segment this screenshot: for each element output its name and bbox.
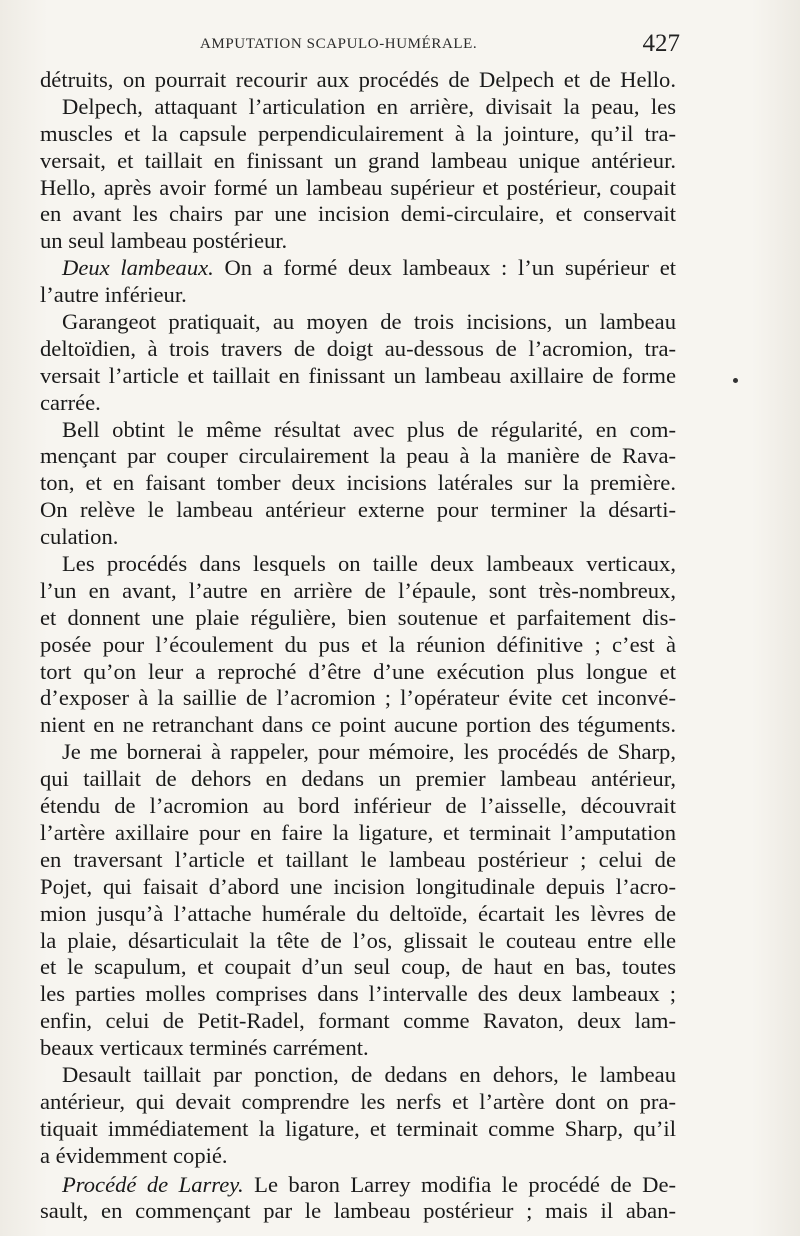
text-line: l’autre inférieur. — [40, 282, 187, 308]
text-line: et donnent une plaie régulière, bien soutenue et parfaitement dis- — [40, 604, 676, 630]
line-text: On a formé deux lambeaux : l’un supérieur et — [213, 255, 676, 281]
text-line: Delpech, attaquant l’articulation en arrière, divisait la peau, les — [62, 93, 676, 119]
text-line: d’exposer à la saillie de l’acromion ; l’opérateur évite cet inconvé- — [40, 685, 676, 711]
text-line: Les procédés dans lesquels on taille deux lambeaux verticaux, — [62, 551, 676, 577]
text-line: et le scapulum, et coupait d’un seul coup, de haut en bas, toutes — [40, 954, 676, 980]
text-line — [40, 255, 676, 282]
text-line: nient en ne retranchant dans ce point aucune portion des téguments. — [40, 712, 676, 738]
text-line: mion jusqu’à l’attache humérale du deltoïde, écartait les lèvres de — [40, 900, 676, 926]
text-line: tort qu’on leur a reproché d’être d’une exécution plus longue et — [40, 658, 676, 684]
text-line: versait l’article et taillait en finissant un lambeau axillaire de forme — [40, 362, 676, 388]
text-line: antérieur, qui devait comprendre les nerfs et l’artère dont on pra- — [40, 1088, 676, 1114]
text-line: Pojet, qui faisait d’abord une incision longitudinale depuis l’acro- — [40, 873, 676, 899]
page-number: 427 — [642, 30, 680, 57]
text-line: muscles et la capsule perpendiculairement à la jointure, qu’il tra- — [40, 120, 676, 146]
text-line: les parties molles comprises dans l’intervalle des deux lambeaux ; — [40, 981, 676, 1007]
text-line: culation. — [40, 524, 119, 550]
text-line: Je me bornerai à rappeler, pour mémoire, les procédés de Sharp, — [62, 739, 676, 765]
text-line: sault, en commençant par le lambeau postérieur ; mais il aban- — [40, 1198, 676, 1224]
text-line: Hello, après avoir formé un lambeau supérieur et postérieur, coupait — [40, 174, 676, 200]
line-text: Le baron Larrey modifia le procédé de De- — [243, 1171, 676, 1197]
text-line: tiquait immédiatement la ligature, et terminait comme Sharp, qu’il — [40, 1115, 676, 1141]
italic-lead: Deux lambeaux. — [62, 255, 214, 281]
text-line: qui taillait de dehors en dedans un premier lambeau antérieur, — [40, 766, 676, 792]
text-line: posée pour l’écoulement du pus et la réunion définitive ; c’est à — [40, 631, 676, 657]
text-line: enfin, celui de Petit-Radel, formant comme Ravaton, deux lam- — [40, 1008, 676, 1034]
text-line: détruits, on pourrait recourir aux procédés de Delpech et de Hello. — [40, 67, 676, 92]
text-line — [40, 1172, 676, 1199]
text-line: versait, et taillait en finissant un grand lambeau unique antérieur. — [40, 147, 676, 173]
text-line: étendu de l’acromion au bord inférieur de l’aisselle, découvrait — [40, 793, 676, 819]
text-line: l’artère axillaire pour en faire la ligature, et terminait l’amputation — [40, 819, 676, 845]
text-line: Bell obtint le même résultat avec plus de régularité, en com- — [62, 416, 676, 442]
text-line: l’un en avant, l’autre en arrière de l’épaule, sont très-nombreux, — [40, 577, 676, 603]
text-line: Desault taillait par ponction, de dedans en dehors, le lambeau — [62, 1061, 676, 1087]
text-line: un seul lambeau postérieur. — [40, 228, 288, 254]
text-line: Garangeot pratiquait, au moyen de trois incisions, un lambeau — [62, 309, 676, 335]
text-line: ton, et en faisant tomber deux incisions latérales sur la première. — [40, 470, 676, 496]
text-line: beaux verticaux terminés carrément. — [40, 1035, 369, 1061]
text-line: On relève le lambeau antérieur externe pour terminer la désarti- — [40, 497, 676, 523]
italic-lead: Procédé de Larrey. — [62, 1171, 244, 1197]
text-line: carrée. — [40, 389, 101, 415]
text-line: la plaie, désarticulait la tête de l’os, glissait le couteau entre elle — [40, 927, 676, 953]
running-title: AMPUTATION SCAPULO-HUMÉRALE. — [200, 36, 478, 52]
text-line: a évidemment copié. — [40, 1142, 228, 1168]
text-line: en avant les chairs par une incision demi-circulaire, et conservait — [40, 201, 676, 227]
text-line: deltoïdien, à trois travers de doigt au-dessous de l’acromion, tra- — [40, 335, 676, 361]
page-header — [40, 30, 680, 60]
text-line: en traversant l’article et taillant le lambeau postérieur ; celui de — [40, 846, 676, 872]
text-line: mençant par couper circulairement la peau à la manière de Rava- — [40, 443, 676, 469]
margin-mark — [733, 378, 738, 383]
body-text — [40, 67, 676, 1225]
